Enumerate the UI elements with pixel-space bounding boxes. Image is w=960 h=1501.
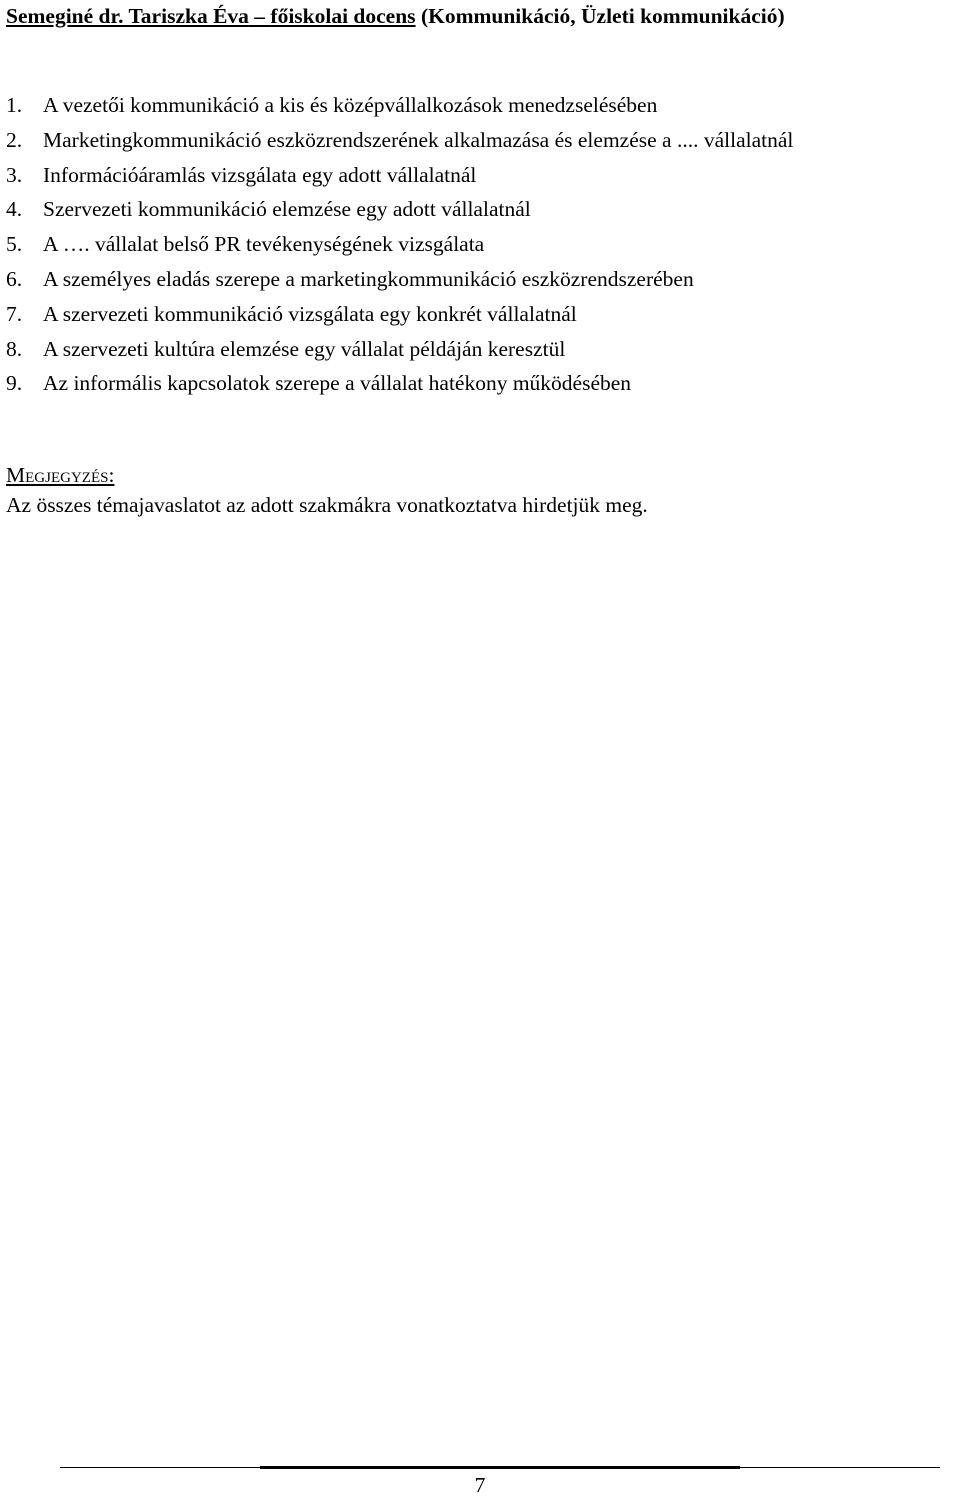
item-text: A vezetői kommunikáció a kis és középvállalkozások menedzselésében [43,93,658,117]
list-item [6,158,793,193]
item-number: 5. [6,232,23,257]
note-text: Az összes témajavaslatot az adott szakmákra vonatkoztatva hirdetjük meg. [6,493,648,517]
item-text: A személyes eladás szerepe a marketingkommunikáció eszközrendszerében [43,266,694,291]
item-text: A szervezeti kultúra elemzése egy vállalat példáján keresztül [43,336,566,361]
footer-divider [60,1466,940,1468]
subjects: (Kommunikáció, Üzleti kommunikáció) [420,4,785,28]
author-role: főiskolai docens [270,4,416,28]
item-text: Információáramlás vizsgálata egy adott vállalatnál [43,162,477,187]
item-text: A …. vállalat belső PR tevékenységének vizsgálata [43,232,485,257]
item-number: 3. [6,162,23,187]
list-item [6,332,793,367]
list-item [6,262,793,297]
note-title [6,463,114,488]
item-number: 6. [6,266,23,291]
list-item [6,227,793,262]
item-number: 4. [6,197,23,222]
topic-list [6,88,793,401]
item-number: 2. [6,127,23,152]
item-text: A szervezeti kommunikáció vizsgálata egy konkrét vállalatnál [43,301,577,326]
page-number: 7 [474,1473,486,1497]
list-item [6,297,793,332]
item-number: 1. [6,93,23,117]
item-number: 7. [6,301,23,326]
list-item [6,366,793,401]
item-number: 8. [6,336,23,361]
list-item [6,192,793,227]
author-name: Semeginé dr. Tariszka Éva [6,4,249,28]
item-text: Szervezeti kommunikáció elemzése egy adott vállalatnál [43,197,531,222]
header-dash: – [248,4,271,28]
note-title-text: Megjegyzés: [6,463,115,487]
list-item [6,123,793,158]
item-number: 9. [6,371,23,396]
footer-divider-thick [260,1466,740,1469]
item-text: Marketingkommunikáció eszközrendszerének alkalmazása és elemzése a .... vállalatnál [43,127,794,152]
item-text: Az informális kapcsolatok szerepe a vállalat hatékony működésében [43,371,632,396]
page-header [6,4,785,29]
list-item [6,88,793,123]
